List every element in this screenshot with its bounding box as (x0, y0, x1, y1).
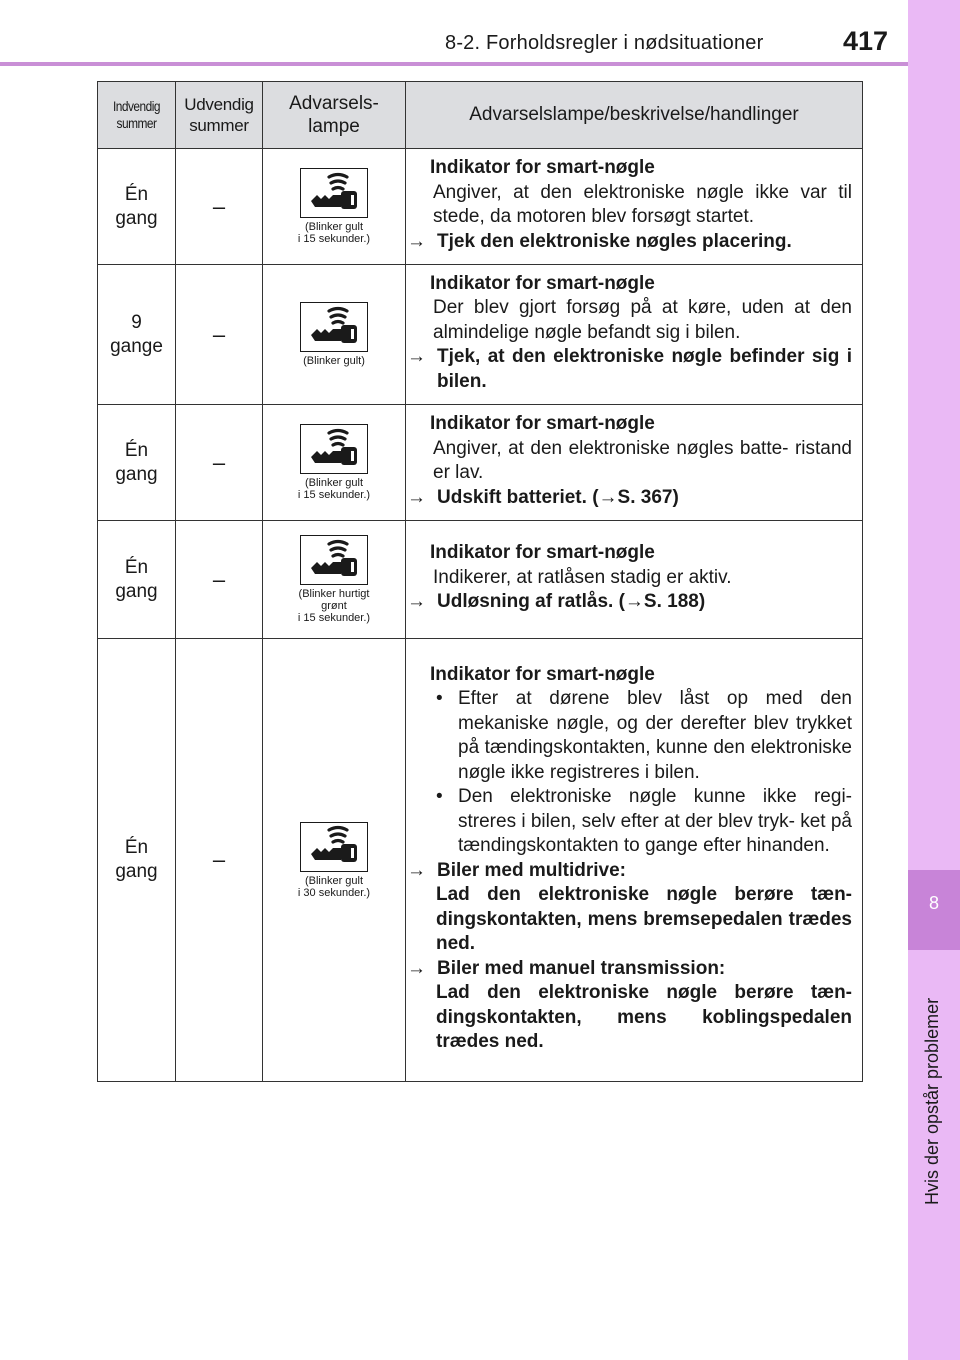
lamp-caption: (Blinker gult i 30 sekunder.) (297, 874, 371, 899)
inside-buzzer-cell (98, 265, 176, 405)
inside-buzzer-text: 9 (131, 311, 142, 333)
action-label: Biler med multidrive: (437, 859, 626, 881)
description-cell (406, 639, 863, 1082)
inside-buzzer-cell (98, 521, 176, 639)
inside-buzzer-text: gang (115, 861, 158, 882)
indicator-title: Indikator for smart-nøgle (430, 272, 655, 294)
arrow-icon: → (407, 591, 426, 613)
outside-buzzer-cell: – (176, 265, 263, 405)
table-row (98, 149, 863, 265)
smart-key-icon (307, 305, 361, 350)
inside-buzzer-text: gang (115, 463, 158, 485)
description-text: Indikerer, at ratlåsen stadig er aktiv. (433, 566, 732, 588)
chapter-number: 8 (928, 893, 939, 913)
inside-buzzer-text: gange (110, 335, 163, 357)
warning-lamp-cell (263, 265, 406, 405)
indicator-title: Indikator for smart-nøgle (430, 663, 655, 685)
header-inside-buzzer: Indvendig summer (98, 82, 176, 149)
arrow-icon: → (407, 230, 426, 252)
inside-buzzer-text: gang (115, 207, 158, 229)
bullet-item (430, 687, 852, 785)
indicator-title: Indikator for smart-nøgle (430, 157, 655, 178)
warning-lamp-cell (263, 639, 406, 1082)
action-text: Udskift batteriet. (→S. 367) (437, 486, 679, 508)
action-text: Lad den elektroniske nøgle berøre tæn- dingskontakten, mens koblingspedalen trædes ned. (436, 982, 852, 1052)
action-line (406, 230, 852, 255)
indicator-title: Indikator for smart-nøgle (430, 542, 655, 564)
description-text: Angiver, at den elektroniske nøgles batte- ristand er lav. (433, 437, 852, 483)
arrow-icon: → (407, 859, 426, 881)
description-text: Angiver, at den elektroniske nøgle ikke var til stede, da motoren blev forsøgt startet. (433, 181, 852, 227)
header-warning-lamp: Advarsels- lampe (263, 82, 406, 149)
smart-key-lamp (300, 535, 368, 585)
inside-buzzer-cell (98, 405, 176, 521)
bullet-icon: • (436, 688, 443, 709)
smart-key-icon (307, 824, 361, 869)
header-outside-buzzer: Udvendig summer (176, 82, 263, 149)
inside-buzzer-text: Én (124, 183, 149, 205)
inside-buzzer-text: Én (124, 439, 149, 461)
action-line (406, 957, 852, 982)
bullet-icon: • (436, 786, 443, 807)
smart-key-icon (307, 427, 361, 472)
chapter-title: Hvis der opstår problemer (922, 997, 942, 1205)
lamp-caption: (Blinker gult i 15 sekunder.) (297, 477, 371, 501)
action-text: Tjek den elektroniske nøgles placering. (437, 230, 792, 252)
action-text: Tjek, at den elektroniske nøgle befinder sig i bilen. (437, 346, 852, 392)
smart-key-lamp (300, 822, 368, 872)
table-row (98, 265, 863, 405)
table-row (98, 521, 863, 639)
page-number: 417 (843, 26, 889, 56)
outside-buzzer-cell: – (176, 521, 263, 639)
description-cell (406, 521, 863, 639)
lamp-caption: (Blinker gult) (303, 355, 365, 367)
lamp-caption: (Blinker gult i 15 sekunder.) (297, 221, 371, 245)
warning-lamp-cell (263, 521, 406, 639)
table-header-row (98, 82, 863, 149)
outside-buzzer-cell: – (176, 149, 263, 265)
smart-key-icon (307, 538, 361, 583)
header-divider (0, 62, 908, 66)
section-title: 8-2. Forholdsregler i nødsituationer (445, 32, 764, 54)
table-row (98, 639, 863, 1082)
smart-key-icon (307, 171, 361, 216)
arrow-icon: → (407, 486, 426, 508)
action-line (406, 590, 852, 615)
inside-buzzer-text: gang (115, 580, 158, 602)
action-line (406, 486, 852, 511)
bullet-text: Efter at dørene blev låst op med den mekaniske nøgle, og der derefter blev trykket på tændingskontakten, kunne den elektroniske nøgle ikke registreres i bilen. (458, 688, 852, 783)
inside-buzzer-text: Én (124, 556, 149, 578)
indicator-title: Indikator for smart-nøgle (430, 413, 655, 434)
action-text: Udløsning af ratlås. (→S. 188) (437, 591, 706, 613)
action-line (406, 345, 852, 394)
description-cell (406, 265, 863, 405)
warning-lamp-cell (263, 149, 406, 265)
inside-buzzer-cell (98, 149, 176, 265)
chapter-side-tab (908, 0, 960, 1360)
description-cell (406, 405, 863, 521)
arrow-icon: → (407, 957, 426, 979)
smart-key-lamp (300, 424, 368, 474)
smart-key-lamp (300, 302, 368, 352)
warning-lamp-cell (263, 405, 406, 521)
smart-key-lamp (300, 168, 368, 218)
header-description: Advarselslampe/beskrivelse/handlinger (406, 82, 863, 149)
lamp-caption: (Blinker hurtigt grønt i 15 sekunder.) (297, 588, 371, 624)
table-row (98, 405, 863, 521)
action-label: Biler med manuel transmission: (437, 957, 726, 979)
arrow-icon: → (407, 346, 426, 368)
description-cell (406, 149, 863, 265)
action-text: Lad den elektroniske nøgle berøre tæn- dingskontakten, mens bremsepedalen trædes ned. (436, 884, 852, 954)
action-line (406, 859, 852, 884)
inside-buzzer-text: Én (124, 837, 149, 858)
description-text: Der blev gjort forsøg på at køre, uden at den almindelige nøgle befandt sig i bilen. (433, 297, 852, 343)
inside-buzzer-cell (98, 639, 176, 1082)
bullet-text: Den elektroniske nøgle kunne ikke regi- streres i bilen, selv efter at der blev tryk- ket på tændingskontakten to gange efter hinanden. (458, 786, 852, 856)
warning-table (97, 81, 863, 1082)
bullet-item (430, 785, 852, 859)
outside-buzzer-cell: – (176, 639, 263, 1082)
outside-buzzer-cell: – (176, 405, 263, 521)
